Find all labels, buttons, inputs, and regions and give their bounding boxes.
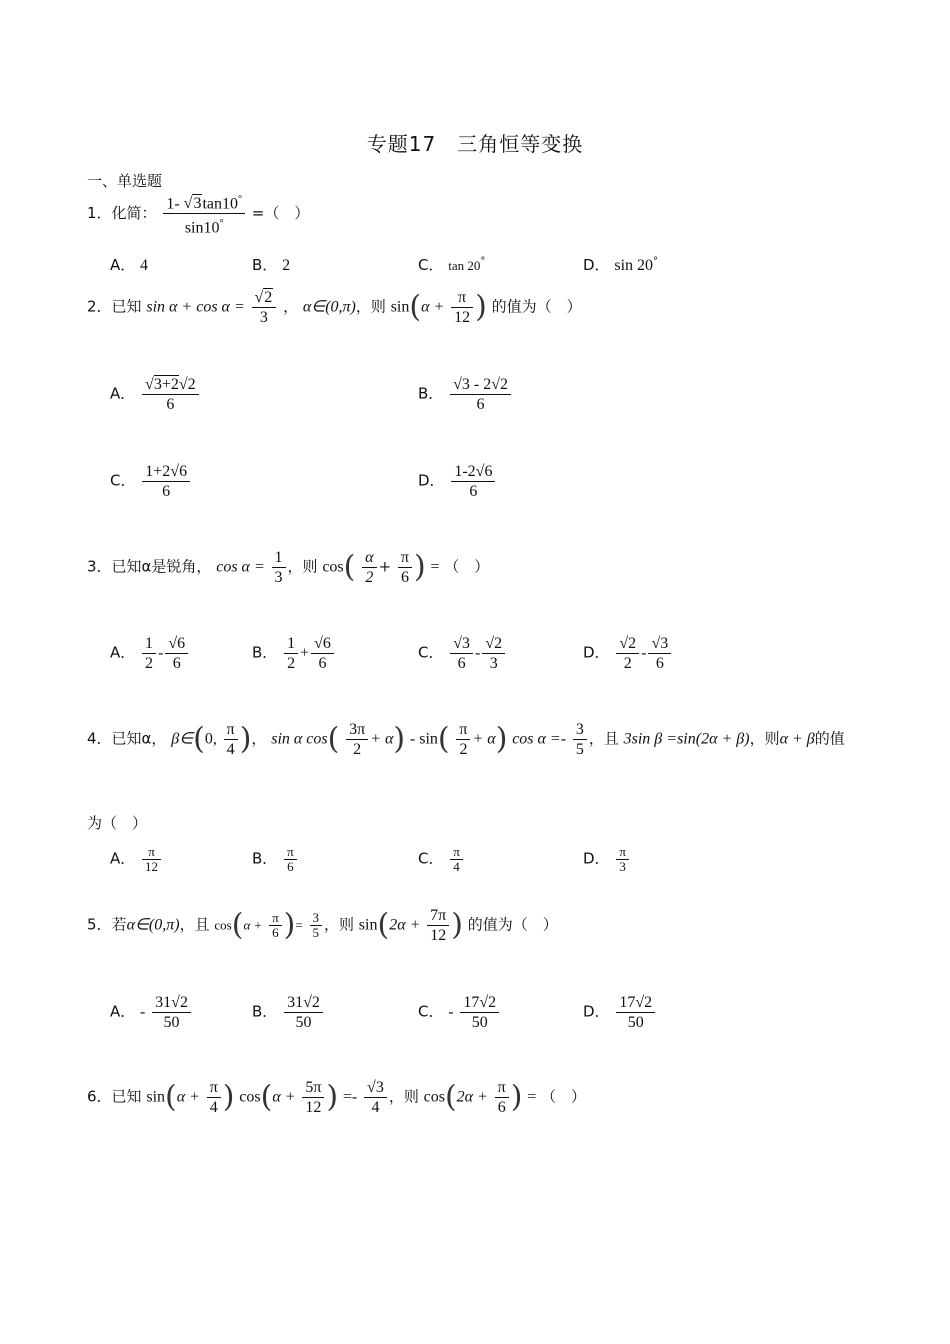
question-5: 5．若α∈(0,π)，且 cos(α + $\frac{\pi}{6}$ )= $\frac{3}{5}$ ，则 sin(2α + $\frac{7\pi}{12}$ ) 的值为（ ） bbox=[87, 907, 558, 944]
q5-option-d[interactable]: D． $\frac{17√2}{50}$ bbox=[583, 993, 657, 1032]
q4-option-c[interactable]: C． $\frac{\pi}{4}$ bbox=[418, 845, 465, 874]
q1-option-b[interactable]: B． 2 bbox=[252, 256, 291, 274]
q1-option-a[interactable]: A． 4 bbox=[110, 256, 149, 274]
q1-option-c[interactable]: C． tan 20° bbox=[418, 256, 486, 274]
question-1: 1．化简： $\frac{1- √3\tan 10^\circ}{\sin 10^\circ}$ =（ ） bbox=[87, 190, 309, 238]
q3-option-c[interactable]: C． $\frac{√3}{6}$ - $\frac{√2}{3}$ bbox=[418, 634, 507, 673]
q1-option-d[interactable]: D． sin 20° bbox=[583, 256, 659, 274]
question-6: 6．已知 sin(α + $\frac{\pi}{4}$ ) cos(α + $\frac{5\pi}{12}$ ) =- $\frac{√3}{4}$ ，则 cos(2α + $\frac{\pi}{6}$ ) = （ ） bbox=[87, 1079, 587, 1116]
q3-option-a[interactable]: A． $\frac{1}{2}$ - $\frac{√6}{6}$ bbox=[110, 634, 190, 673]
section-heading: 一、单选题 bbox=[87, 172, 163, 190]
q2-option-a[interactable]: A． $\frac{√3+2√2}{6}$ bbox=[110, 375, 201, 414]
question-number: 1． bbox=[87, 203, 112, 222]
q4-option-b[interactable]: B． $\frac{\pi}{6}$ bbox=[252, 845, 299, 874]
question-lead: 化简： bbox=[111, 203, 157, 222]
q3-option-d[interactable]: D． $\frac{√2}{2}$ - $\frac{√3}{6}$ bbox=[583, 634, 673, 673]
q3-option-b[interactable]: B． $\frac{1}{2}$ + $\frac{√6}{6}$ bbox=[252, 634, 336, 673]
q2-option-d[interactable]: D． $\frac{1-2√6}{6}$ bbox=[418, 462, 497, 501]
q2-option-c[interactable]: C． $\frac{1+2√6}{6}$ bbox=[110, 462, 192, 501]
q5-option-a[interactable]: A． - $\frac{31√2}{50}$ bbox=[110, 993, 193, 1032]
question-4: 4．已知α， β∈(0, $\frac{\pi}{4}$ )， sin α cos( $\frac{3\pi}{2}$ + α) - sin( $\frac{\pi}{2}$ + α) cos α =- $\frac{3}{5}$ ，且 3sin β =sin(2α + β)，则α + β的值 bbox=[87, 721, 845, 758]
question-2: 2．已知 sin α + cos α = $\frac{√2}{3}$ ， α∈(0,π)，则 sin(α + $\frac{\pi}{12}$ ) 的值为（ ） bbox=[87, 289, 582, 326]
question-3: 3．已知α是锐角， cos α = $\frac{1}{3}$ ，则 cos( $\frac{\alpha}{2}$ + $\frac{\pi}{6}$ ) = （ ） bbox=[87, 549, 490, 586]
q4-option-a[interactable]: A． $\frac{\pi}{12}$ bbox=[110, 845, 163, 874]
fraction: $\frac{1- √3\tan 10^\circ}{\sin 10^\circ}$ bbox=[163, 190, 245, 238]
question-4-continued: 为（ ） bbox=[87, 814, 148, 832]
q4-option-d[interactable]: D． $\frac{\pi}{3}$ bbox=[583, 845, 631, 874]
q5-option-c[interactable]: C． - $\frac{17√2}{50}$ bbox=[418, 993, 501, 1032]
q2-option-b[interactable]: B． $\frac{√3 - 2√2}{6}$ bbox=[418, 375, 513, 414]
page-title: 专题17 三角恒等变换 bbox=[366, 132, 584, 156]
q5-option-b[interactable]: B． $\frac{31√2}{50}$ bbox=[252, 993, 325, 1032]
